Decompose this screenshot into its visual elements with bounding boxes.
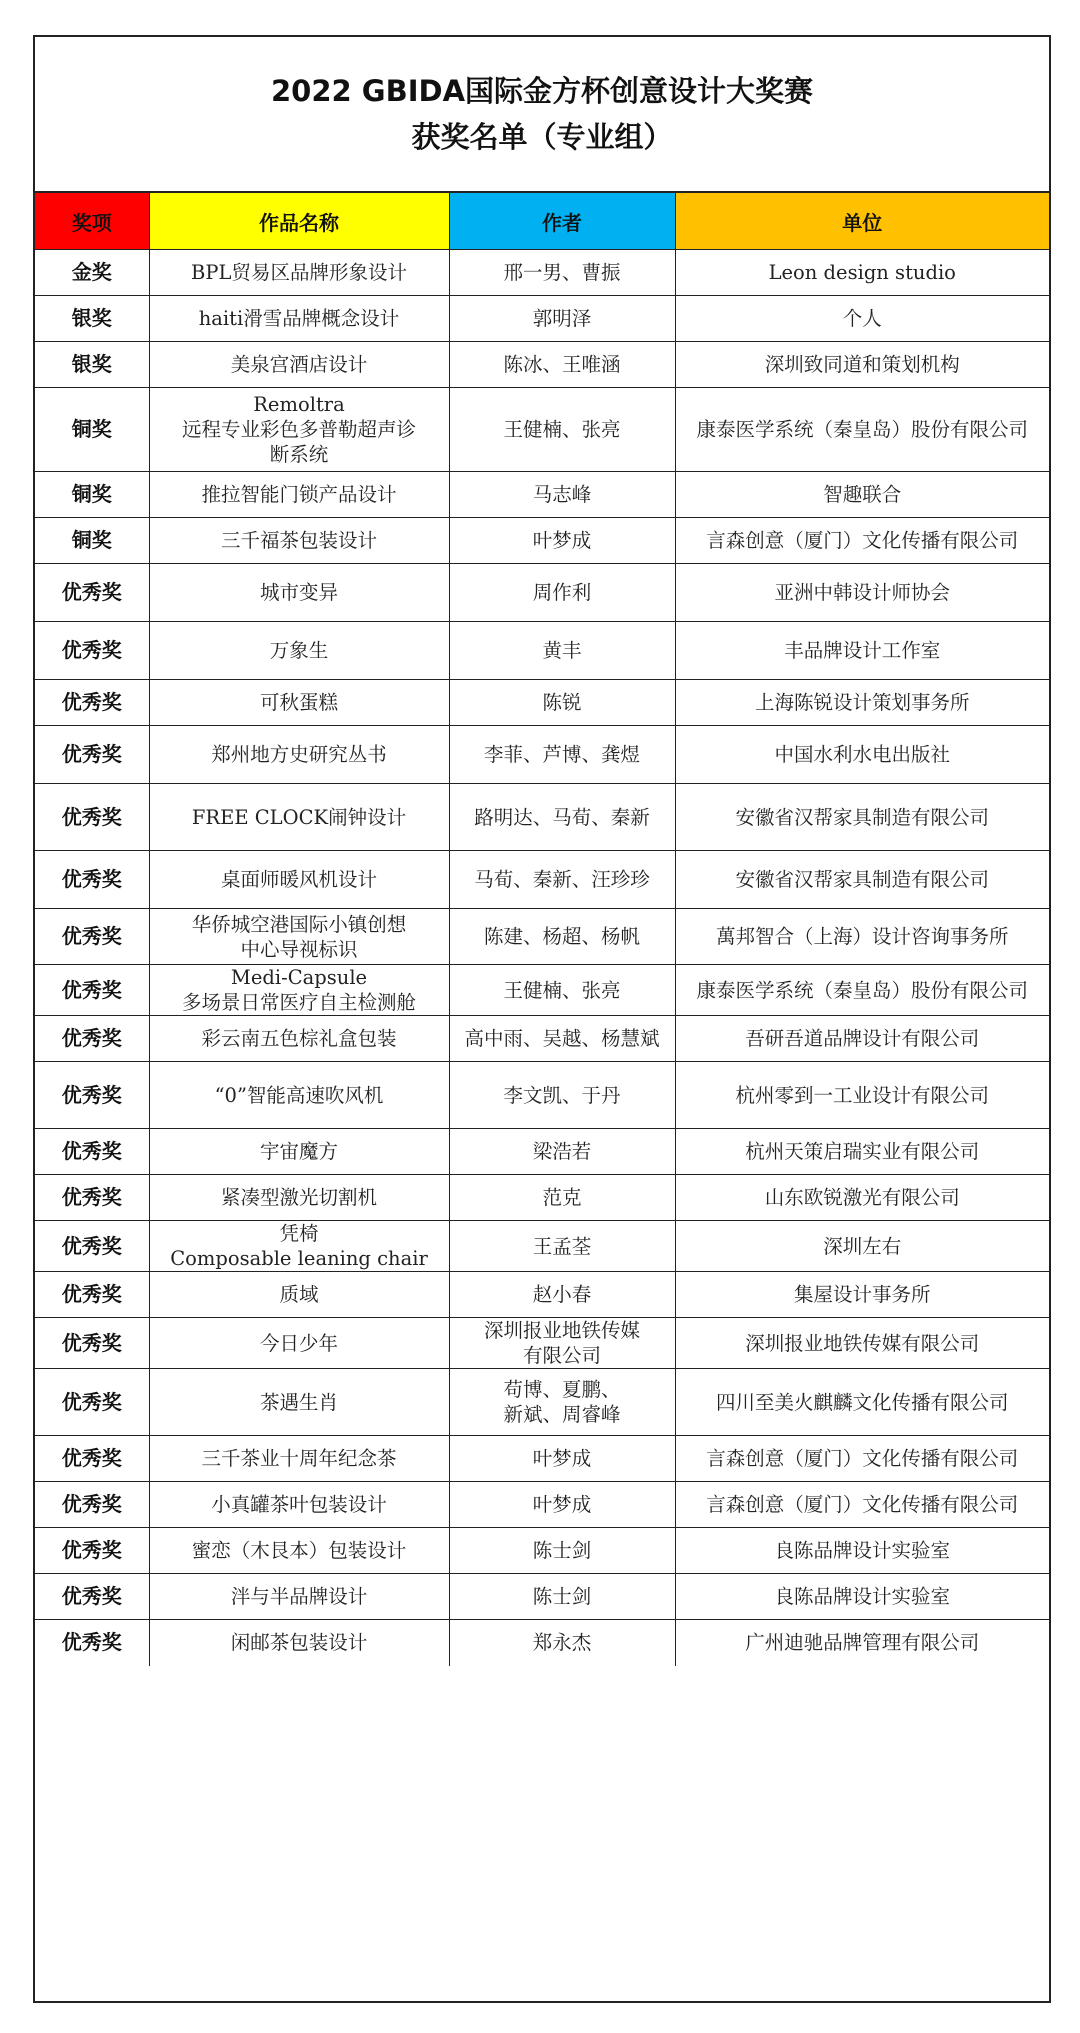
work-cell: 桌面师暖风机设计 xyxy=(149,851,449,909)
author-cell: 叶梦成 xyxy=(449,1436,675,1482)
org-cell: 山东欧锐激光有限公司 xyxy=(675,1175,1049,1221)
author-cell: 邢一男、曹振 xyxy=(449,250,675,296)
work-cell: 城市变异 xyxy=(149,564,449,622)
winners-table xyxy=(35,193,1049,1666)
award-cell: 优秀奖 xyxy=(35,909,149,965)
title-block xyxy=(35,37,1049,193)
title-line-1: 2022 GBIDA国际金方杯创意设计大奖赛 xyxy=(270,74,814,108)
author-cell: 李文凯、于丹 xyxy=(449,1062,675,1129)
table-row xyxy=(35,622,1049,680)
table-row xyxy=(35,726,1049,784)
table-row xyxy=(35,1062,1049,1129)
work-cell: 紧凑型激光切割机 xyxy=(149,1175,449,1221)
author-cell: 王健楠、张亮 xyxy=(449,965,675,1016)
table-row xyxy=(35,1436,1049,1482)
table-row xyxy=(35,851,1049,909)
award-cell: 优秀奖 xyxy=(35,1016,149,1062)
author-cell: 陈士剑 xyxy=(449,1574,675,1620)
work-cell: 小真罐茶叶包装设计 xyxy=(149,1482,449,1528)
award-cell: 优秀奖 xyxy=(35,851,149,909)
header-work: 作品名称 xyxy=(149,193,449,250)
org-cell: 个人 xyxy=(675,296,1049,342)
org-cell: 四川至美火麒麟文化传播有限公司 xyxy=(675,1369,1049,1436)
work-cell: FREE CLOCK闹钟设计 xyxy=(149,784,449,851)
org-cell: 良陈品牌设计实验室 xyxy=(675,1528,1049,1574)
org-cell: 智趣联合 xyxy=(675,472,1049,518)
org-cell: 康泰医学系统（秦皇岛）股份有限公司 xyxy=(675,388,1049,472)
table-row xyxy=(35,342,1049,388)
award-cell: 优秀奖 xyxy=(35,1062,149,1129)
author-cell: 郑永杰 xyxy=(449,1620,675,1666)
org-cell: 中国水利水电出版社 xyxy=(675,726,1049,784)
author-cell: 王健楠、张亮 xyxy=(449,388,675,472)
table-row xyxy=(35,296,1049,342)
award-cell: 优秀奖 xyxy=(35,1369,149,1436)
award-cell: 优秀奖 xyxy=(35,1436,149,1482)
author-cell: 路明达、马荀、秦新 xyxy=(449,784,675,851)
author-cell: 叶梦成 xyxy=(449,518,675,564)
table-row xyxy=(35,1620,1049,1666)
work-cell: 三千福茶包装设计 xyxy=(149,518,449,564)
header-org: 单位 xyxy=(675,193,1049,250)
org-cell: 杭州零到一工业设计有限公司 xyxy=(675,1062,1049,1129)
award-cell: 优秀奖 xyxy=(35,1620,149,1666)
org-cell: 吾研吾道品牌设计有限公司 xyxy=(675,1016,1049,1062)
org-cell: 言森创意（厦门）文化传播有限公司 xyxy=(675,518,1049,564)
award-cell: 优秀奖 xyxy=(35,680,149,726)
award-cell: 铜奖 xyxy=(35,472,149,518)
award-cell: 优秀奖 xyxy=(35,726,149,784)
award-cell: 金奖 xyxy=(35,250,149,296)
org-cell: 安徽省汉帮家具制造有限公司 xyxy=(675,784,1049,851)
award-cell: 优秀奖 xyxy=(35,622,149,680)
org-cell: 亚洲中韩设计师协会 xyxy=(675,564,1049,622)
author-cell: 陈士剑 xyxy=(449,1528,675,1574)
work-cell: 万象生 xyxy=(149,622,449,680)
award-cell: 优秀奖 xyxy=(35,1482,149,1528)
table-row xyxy=(35,1221,1049,1272)
table-row xyxy=(35,1016,1049,1062)
author-cell: 陈锐 xyxy=(449,680,675,726)
table-row xyxy=(35,1318,1049,1369)
work-cell: 郑州地方史研究丛书 xyxy=(149,726,449,784)
author-cell: 叶梦成 xyxy=(449,1482,675,1528)
org-cell: 上海陈锐设计策划事务所 xyxy=(675,680,1049,726)
author-cell: 周作利 xyxy=(449,564,675,622)
work-cell: 凭椅 Composable leaning chair xyxy=(149,1221,449,1272)
org-cell: 萬邦智合（上海）设计咨询事务所 xyxy=(675,909,1049,965)
award-cell: 铜奖 xyxy=(35,518,149,564)
award-cell: 优秀奖 xyxy=(35,965,149,1016)
author-cell: 王孟荃 xyxy=(449,1221,675,1272)
author-cell: 高中雨、吴越、杨慧斌 xyxy=(449,1016,675,1062)
author-cell: 苟博、夏鹏、 新斌、周睿峰 xyxy=(449,1369,675,1436)
work-cell: 泮与半品牌设计 xyxy=(149,1574,449,1620)
award-cell: 优秀奖 xyxy=(35,1528,149,1574)
table-row xyxy=(35,784,1049,851)
work-cell: 蜜恋（木艮本）包装设计 xyxy=(149,1528,449,1574)
work-cell: 宇宙魔方 xyxy=(149,1129,449,1175)
award-cell: 优秀奖 xyxy=(35,1574,149,1620)
org-cell: Leon design studio xyxy=(675,250,1049,296)
award-cell: 优秀奖 xyxy=(35,784,149,851)
org-cell: 言森创意（厦门）文化传播有限公司 xyxy=(675,1436,1049,1482)
table-row xyxy=(35,1482,1049,1528)
table-row xyxy=(35,1129,1049,1175)
work-cell: Remoltra 远程专业彩色多普勒超声诊 断系统 xyxy=(149,388,449,472)
org-cell: 深圳致同道和策划机构 xyxy=(675,342,1049,388)
work-cell: 华侨城空港国际小镇创想 中心导视标识 xyxy=(149,909,449,965)
work-cell: 闲邮茶包装设计 xyxy=(149,1620,449,1666)
award-cell: 银奖 xyxy=(35,296,149,342)
author-cell: 马志峰 xyxy=(449,472,675,518)
table-row xyxy=(35,564,1049,622)
author-cell: 黄丰 xyxy=(449,622,675,680)
header-award: 奖项 xyxy=(35,193,149,250)
author-cell: 陈建、杨超、杨帆 xyxy=(449,909,675,965)
award-cell: 优秀奖 xyxy=(35,1129,149,1175)
org-cell: 深圳报业地铁传媒有限公司 xyxy=(675,1318,1049,1369)
org-cell: 深圳左右 xyxy=(675,1221,1049,1272)
table-row xyxy=(35,1369,1049,1436)
org-cell: 言森创意（厦门）文化传播有限公司 xyxy=(675,1482,1049,1528)
award-cell: 优秀奖 xyxy=(35,1318,149,1369)
work-cell: 三千茶业十周年纪念茶 xyxy=(149,1436,449,1482)
author-cell: 郭明泽 xyxy=(449,296,675,342)
work-cell: Medi-Capsule 多场景日常医疗自主检测舱 xyxy=(149,965,449,1016)
org-cell: 康泰医学系统（秦皇岛）股份有限公司 xyxy=(675,965,1049,1016)
table-row xyxy=(35,250,1049,296)
work-cell: 质域 xyxy=(149,1272,449,1318)
award-cell: 优秀奖 xyxy=(35,564,149,622)
award-cell: 优秀奖 xyxy=(35,1221,149,1272)
award-cell: 银奖 xyxy=(35,342,149,388)
work-cell: 彩云南五色棕礼盒包装 xyxy=(149,1016,449,1062)
award-cell: 优秀奖 xyxy=(35,1272,149,1318)
table-header-row xyxy=(35,193,1049,250)
org-cell: 集屋设计事务所 xyxy=(675,1272,1049,1318)
header-author: 作者 xyxy=(449,193,675,250)
org-cell: 广州迪驰品牌管理有限公司 xyxy=(675,1620,1049,1666)
author-cell: 赵小春 xyxy=(449,1272,675,1318)
award-list-sheet xyxy=(33,35,1051,2003)
author-cell: 深圳报业地铁传媒 有限公司 xyxy=(449,1318,675,1369)
work-cell: 美泉宫酒店设计 xyxy=(149,342,449,388)
title-line-2: 获奖名单（专业组） xyxy=(411,120,673,154)
table-row xyxy=(35,1528,1049,1574)
work-cell: 推拉智能门锁产品设计 xyxy=(149,472,449,518)
author-cell: 陈冰、王唯涵 xyxy=(449,342,675,388)
table-row xyxy=(35,1574,1049,1620)
table-row xyxy=(35,1272,1049,1318)
org-cell: 杭州天策启瑞实业有限公司 xyxy=(675,1129,1049,1175)
work-cell: 茶遇生肖 xyxy=(149,1369,449,1436)
author-cell: 范克 xyxy=(449,1175,675,1221)
work-cell: 今日少年 xyxy=(149,1318,449,1369)
table-row xyxy=(35,388,1049,472)
award-cell: 铜奖 xyxy=(35,388,149,472)
table-body xyxy=(35,250,1049,1666)
author-cell: 李菲、芦博、龚煜 xyxy=(449,726,675,784)
table-row xyxy=(35,909,1049,965)
work-cell: “0”智能高速吹风机 xyxy=(149,1062,449,1129)
work-cell: haiti滑雪品牌概念设计 xyxy=(149,296,449,342)
award-cell: 优秀奖 xyxy=(35,1175,149,1221)
table-row xyxy=(35,518,1049,564)
author-cell: 梁浩若 xyxy=(449,1129,675,1175)
author-cell: 马荀、秦新、汪珍珍 xyxy=(449,851,675,909)
org-cell: 良陈品牌设计实验室 xyxy=(675,1574,1049,1620)
work-cell: BPL贸易区品牌形象设计 xyxy=(149,250,449,296)
work-cell: 可秋蛋糕 xyxy=(149,680,449,726)
table-row xyxy=(35,1175,1049,1221)
table-row xyxy=(35,472,1049,518)
org-cell: 丰品牌设计工作室 xyxy=(675,622,1049,680)
org-cell: 安徽省汉帮家具制造有限公司 xyxy=(675,851,1049,909)
table-row xyxy=(35,965,1049,1016)
table-row xyxy=(35,680,1049,726)
